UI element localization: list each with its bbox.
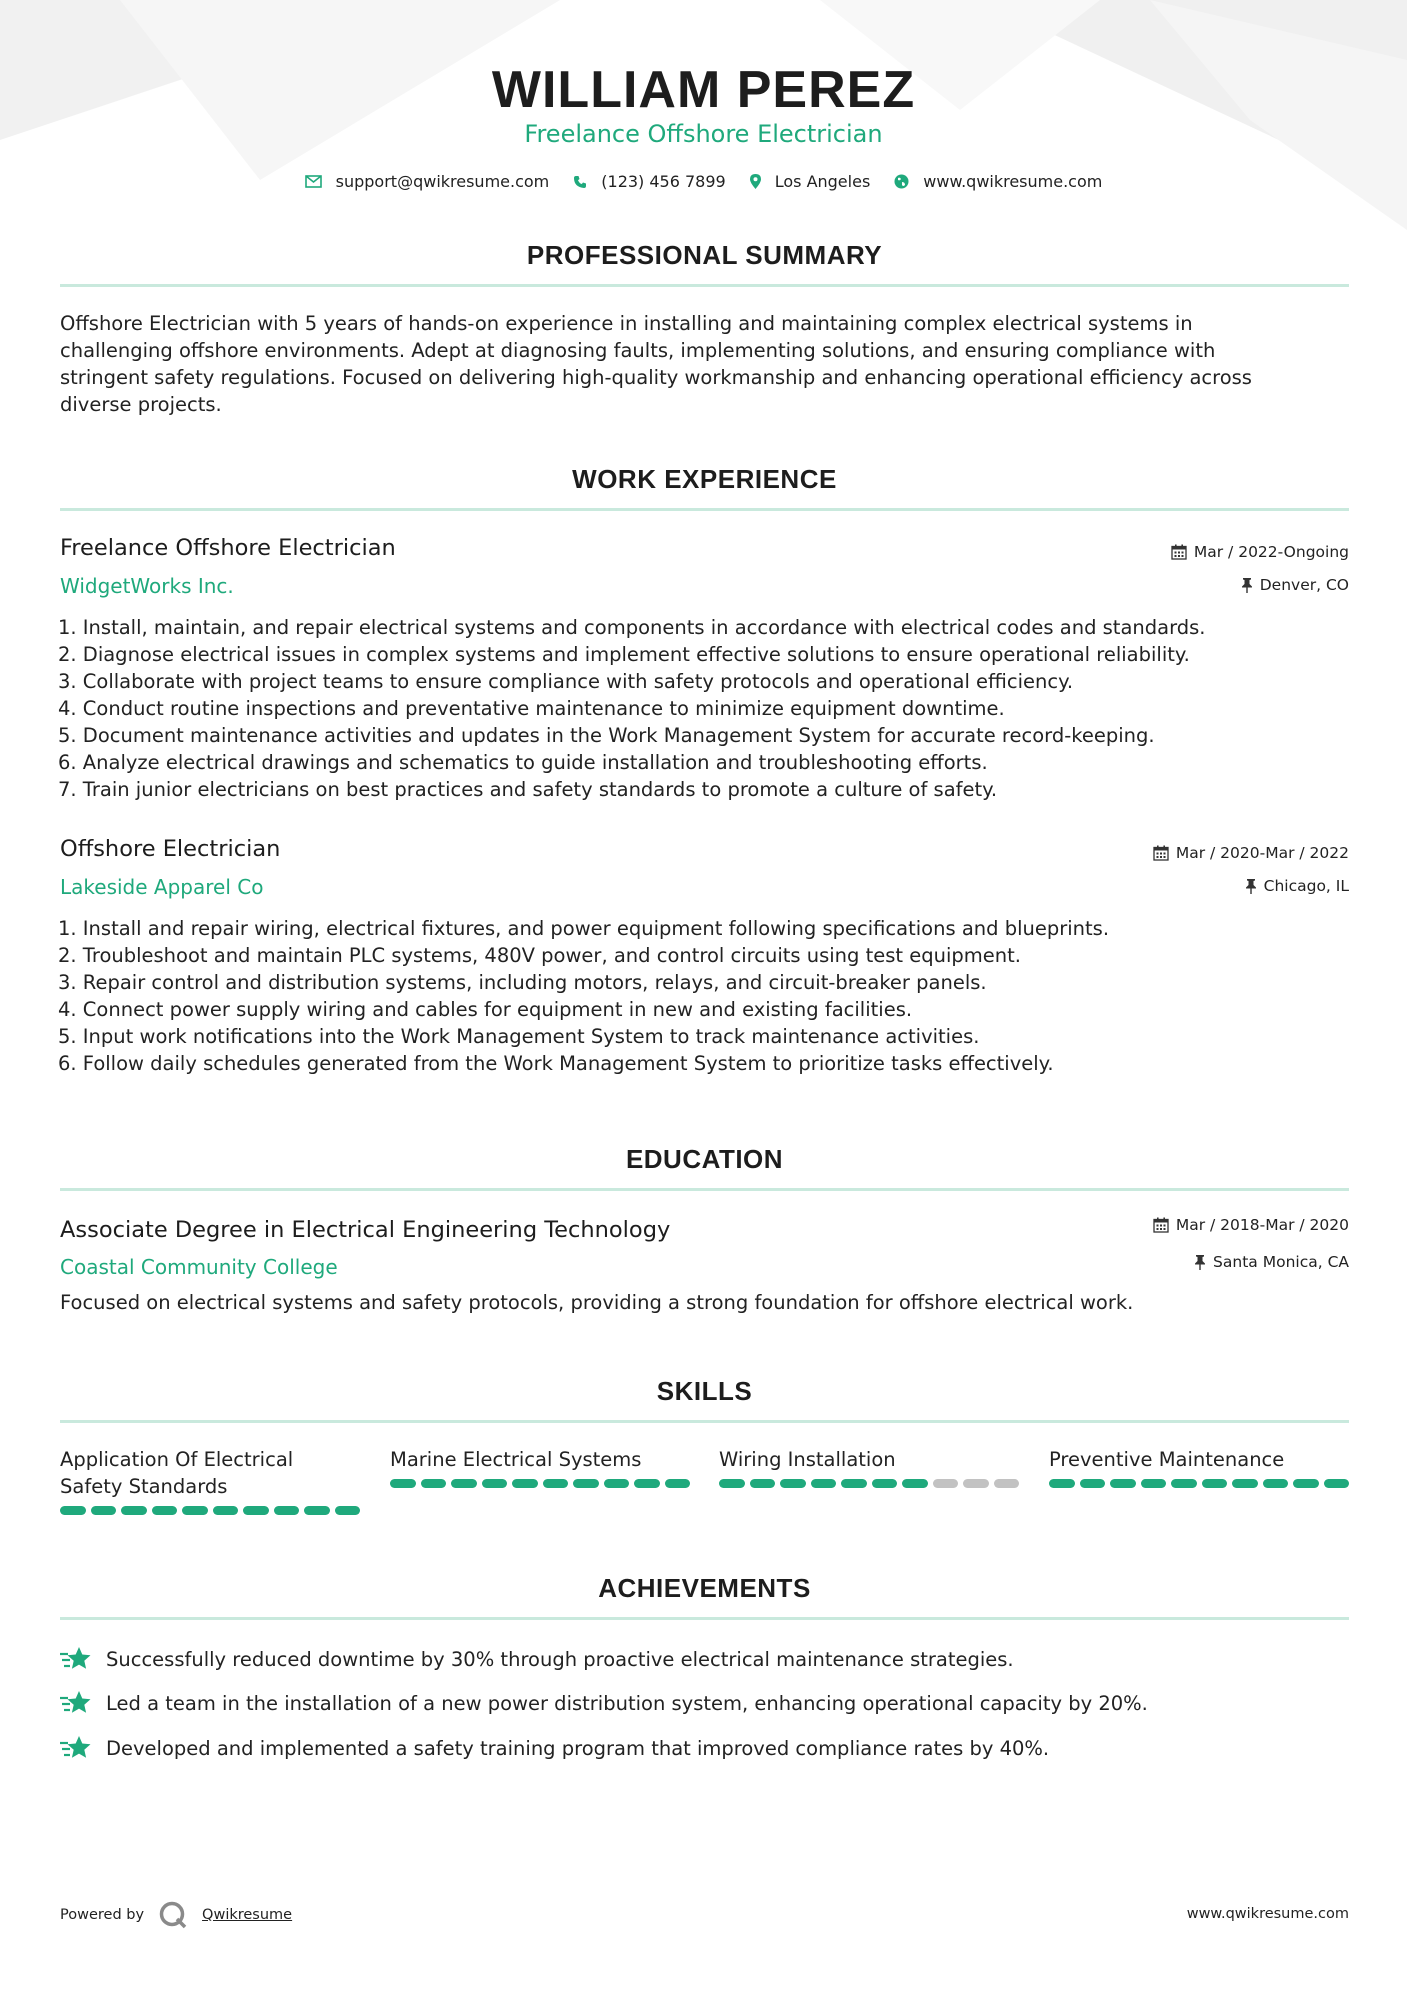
list-item: 1. Install and repair wiring, electrical fixtures, and power equipment following specifications and blueprints. xyxy=(58,917,1110,940)
skill-level-segment-filled xyxy=(872,1479,898,1488)
education-location xyxy=(1194,1253,1349,1271)
list-item: 5. Document maintenance activities and updates in the Work Management System for accurate record-keeping. xyxy=(58,724,1155,747)
skill-level-segment-filled xyxy=(1232,1479,1258,1488)
skill-item xyxy=(719,1446,1019,1488)
skill-name: Wiring Installation xyxy=(719,1448,896,1471)
footer-powered-by xyxy=(60,1900,292,1930)
calendar-icon xyxy=(1153,845,1169,861)
contact-bar xyxy=(0,172,1407,191)
job-dates-text: Mar / 2022-Ongoing xyxy=(1193,543,1349,561)
section-divider xyxy=(60,508,1349,511)
skill-level-segment-filled xyxy=(121,1506,147,1515)
school-name: Coastal Community College xyxy=(60,1255,338,1279)
skill-name: Marine Electrical Systems xyxy=(390,1448,642,1471)
skill-level-segment-filled xyxy=(1263,1479,1289,1488)
section-divider xyxy=(60,284,1349,287)
skill-level-segment-filled xyxy=(1324,1479,1350,1488)
section-title-experience: WORK EXPERIENCE xyxy=(572,464,837,494)
summary-line: Offshore Electrician with 5 years of hands-on experience in installing and maintaining complex electrical systems in xyxy=(60,312,1193,335)
skill-level-bar xyxy=(60,1506,360,1515)
summary-line: stringent safety regulations. Focused on delivering high-quality workmanship and enhancing operational efficiency across xyxy=(60,366,1252,389)
qwikresume-logo-icon xyxy=(158,1900,188,1930)
star-achievement-icon xyxy=(60,1646,92,1672)
job-title: Offshore Electrician xyxy=(60,836,281,862)
summary-line: challenging offshore environments. Adept at diagnosing faults, implementing solutions, and ensuring compliance with xyxy=(60,339,1216,362)
pushpin-icon xyxy=(1245,878,1257,894)
skill-level-segment-empty xyxy=(994,1479,1020,1488)
achievement-text: Developed and implemented a safety training program that improved compliance rates by 40%. xyxy=(106,1736,1050,1760)
skill-level-segment-empty xyxy=(963,1479,989,1488)
achievement-item xyxy=(60,1690,1148,1716)
skill-level-segment-filled xyxy=(451,1479,477,1488)
skill-item xyxy=(60,1446,360,1515)
section-title-skills: SKILLS xyxy=(656,1376,753,1406)
list-item: 1. Install, maintain, and repair electrical systems and components in accordance with electrical codes and standards. xyxy=(58,616,1206,639)
summary-text xyxy=(60,310,1349,418)
skill-level-segment-filled xyxy=(750,1479,776,1488)
list-item: 6. Analyze electrical drawings and schematics to guide installation and troubleshooting efforts. xyxy=(58,751,988,774)
skill-level-segment-filled xyxy=(902,1479,928,1488)
skill-item xyxy=(390,1446,690,1488)
job-title: Freelance Offshore Electrician xyxy=(60,535,396,561)
skill-level-segment-filled xyxy=(665,1479,691,1488)
pushpin-icon xyxy=(1241,577,1253,593)
skill-level-segment-filled xyxy=(1141,1479,1167,1488)
education-description: Focused on electrical systems and safety protocols, providing a strong foundation for offshore electrical work. xyxy=(60,1291,1134,1314)
location-text: Los Angeles xyxy=(774,172,871,191)
job-dates xyxy=(1153,844,1349,862)
skill-level-segment-filled xyxy=(719,1479,745,1488)
job-responsibilities xyxy=(58,614,1348,803)
list-item: 2. Troubleshoot and maintain PLC systems, 480V power, and control circuits using test equipment. xyxy=(58,944,1021,967)
calendar-icon xyxy=(1153,1217,1169,1233)
phone-icon xyxy=(573,175,587,189)
skill-level-segment-filled xyxy=(1080,1479,1106,1488)
skill-level-segment-filled xyxy=(182,1506,208,1515)
job-location xyxy=(1241,576,1349,594)
pushpin-icon xyxy=(1194,1254,1206,1270)
job-dates-text: Mar / 2020-Mar / 2022 xyxy=(1175,844,1349,862)
contact-phone[interactable] xyxy=(573,172,725,191)
skill-level-segment-filled xyxy=(243,1506,269,1515)
achievement-text: Led a team in the installation of a new power distribution system, enhancing operational capacity by 20%. xyxy=(106,1691,1148,1715)
achievement-text: Successfully reduced downtime by 30% through proactive electrical maintenance strategies. xyxy=(106,1647,1014,1671)
skill-level-segment-filled xyxy=(543,1479,569,1488)
skill-name: Preventive Maintenance xyxy=(1049,1448,1285,1471)
skill-level-segment-filled xyxy=(573,1479,599,1488)
skill-level-bar xyxy=(719,1479,1019,1488)
skill-level-segment-filled xyxy=(1110,1479,1136,1488)
envelope-icon xyxy=(305,175,322,188)
list-item: 7. Train junior electricians on best practices and safety standards to promote a culture of safety. xyxy=(58,778,998,801)
skill-level-bar xyxy=(390,1479,690,1488)
skill-level-segment-empty xyxy=(933,1479,959,1488)
education-location-text: Santa Monica, CA xyxy=(1213,1253,1349,1271)
skill-level-segment-filled xyxy=(1049,1479,1075,1488)
skill-level-segment-filled xyxy=(91,1506,117,1515)
skill-name: Application Of Electrical Safety Standards xyxy=(60,1448,294,1498)
skill-level-segment-filled xyxy=(421,1479,447,1488)
list-item: 6. Follow daily schedules generated from the Work Management System to prioritize tasks effectively. xyxy=(58,1052,1054,1075)
skill-level-segment-filled xyxy=(152,1506,178,1515)
skill-level-segment-filled xyxy=(634,1479,660,1488)
globe-icon xyxy=(894,174,909,189)
skill-level-bar xyxy=(1049,1479,1349,1488)
job-location-text: Denver, CO xyxy=(1259,576,1349,594)
list-item: 5. Input work notifications into the Work Management System to track maintenance activities. xyxy=(58,1025,980,1048)
summary-line: diverse projects. xyxy=(60,393,222,416)
list-item: 2. Diagnose electrical issues in complex systems and implement effective solutions to ensure operational reliability. xyxy=(58,643,1190,666)
skill-item xyxy=(1049,1446,1349,1488)
website-text: www.qwikresume.com xyxy=(923,172,1103,191)
candidate-role: Freelance Offshore Electrician xyxy=(524,120,883,148)
achievement-item xyxy=(60,1735,1049,1761)
powered-by-label: Powered by xyxy=(60,1907,145,1923)
skill-level-segment-filled xyxy=(1202,1479,1228,1488)
section-title-summary: PROFESSIONAL SUMMARY xyxy=(526,240,883,270)
section-title-achievements: ACHIEVEMENTS xyxy=(598,1573,811,1603)
job-location-text: Chicago, IL xyxy=(1263,877,1349,895)
company-name: WidgetWorks Inc. xyxy=(60,574,234,598)
skill-level-segment-filled xyxy=(811,1479,837,1488)
section-divider xyxy=(60,1188,1349,1191)
skill-level-segment-filled xyxy=(841,1479,867,1488)
achievement-item xyxy=(60,1646,1014,1672)
skill-level-segment-filled xyxy=(482,1479,508,1488)
company-name: Lakeside Apparel Co xyxy=(60,875,264,899)
map-pin-icon xyxy=(750,174,761,189)
skill-level-segment-filled xyxy=(60,1506,86,1515)
section-divider xyxy=(60,1617,1349,1620)
calendar-icon xyxy=(1171,544,1187,560)
star-achievement-icon xyxy=(60,1735,92,1761)
skill-level-segment-filled xyxy=(512,1479,538,1488)
contact-location xyxy=(750,172,871,191)
section-title-education: EDUCATION xyxy=(625,1144,784,1174)
skill-level-segment-filled xyxy=(1293,1479,1319,1488)
education-dates xyxy=(1153,1216,1349,1234)
list-item: 4. Connect power supply wiring and cables for equipment in new and existing facilities. xyxy=(58,998,913,1021)
skill-level-segment-filled xyxy=(1171,1479,1197,1488)
skill-level-segment-filled xyxy=(335,1506,361,1515)
list-item: 4. Conduct routine inspections and preventative maintenance to minimize equipment downtime. xyxy=(58,697,1005,720)
list-item: 3. Collaborate with project teams to ensure compliance with safety protocols and operational efficiency. xyxy=(58,670,1074,693)
contact-website[interactable] xyxy=(894,172,1102,191)
skill-level-segment-filled xyxy=(274,1506,300,1515)
skill-level-segment-filled xyxy=(213,1506,239,1515)
footer-website[interactable]: www.qwikresume.com xyxy=(1186,1906,1349,1922)
skill-level-segment-filled xyxy=(304,1506,330,1515)
phone-text: (123) 456 7899 xyxy=(601,172,726,191)
skill-level-segment-filled xyxy=(390,1479,416,1488)
skill-level-segment-filled xyxy=(604,1479,630,1488)
email-text: support@qwikresume.com xyxy=(335,172,550,191)
degree-title: Associate Degree in Electrical Engineering Technology xyxy=(60,1217,671,1243)
job-responsibilities xyxy=(58,915,1348,1077)
contact-email[interactable] xyxy=(305,172,550,191)
job-dates xyxy=(1171,543,1349,561)
brand-link[interactable]: Qwikresume xyxy=(202,1907,293,1923)
candidate-name: WILLIAM PEREZ xyxy=(491,61,916,119)
section-divider xyxy=(60,1420,1349,1423)
skill-level-segment-filled xyxy=(780,1479,806,1488)
list-item: 3. Repair control and distribution systems, including motors, relays, and circuit-breaker panels. xyxy=(58,971,987,994)
star-achievement-icon xyxy=(60,1690,92,1716)
job-location xyxy=(1245,877,1349,895)
education-dates-text: Mar / 2018-Mar / 2020 xyxy=(1175,1216,1349,1234)
